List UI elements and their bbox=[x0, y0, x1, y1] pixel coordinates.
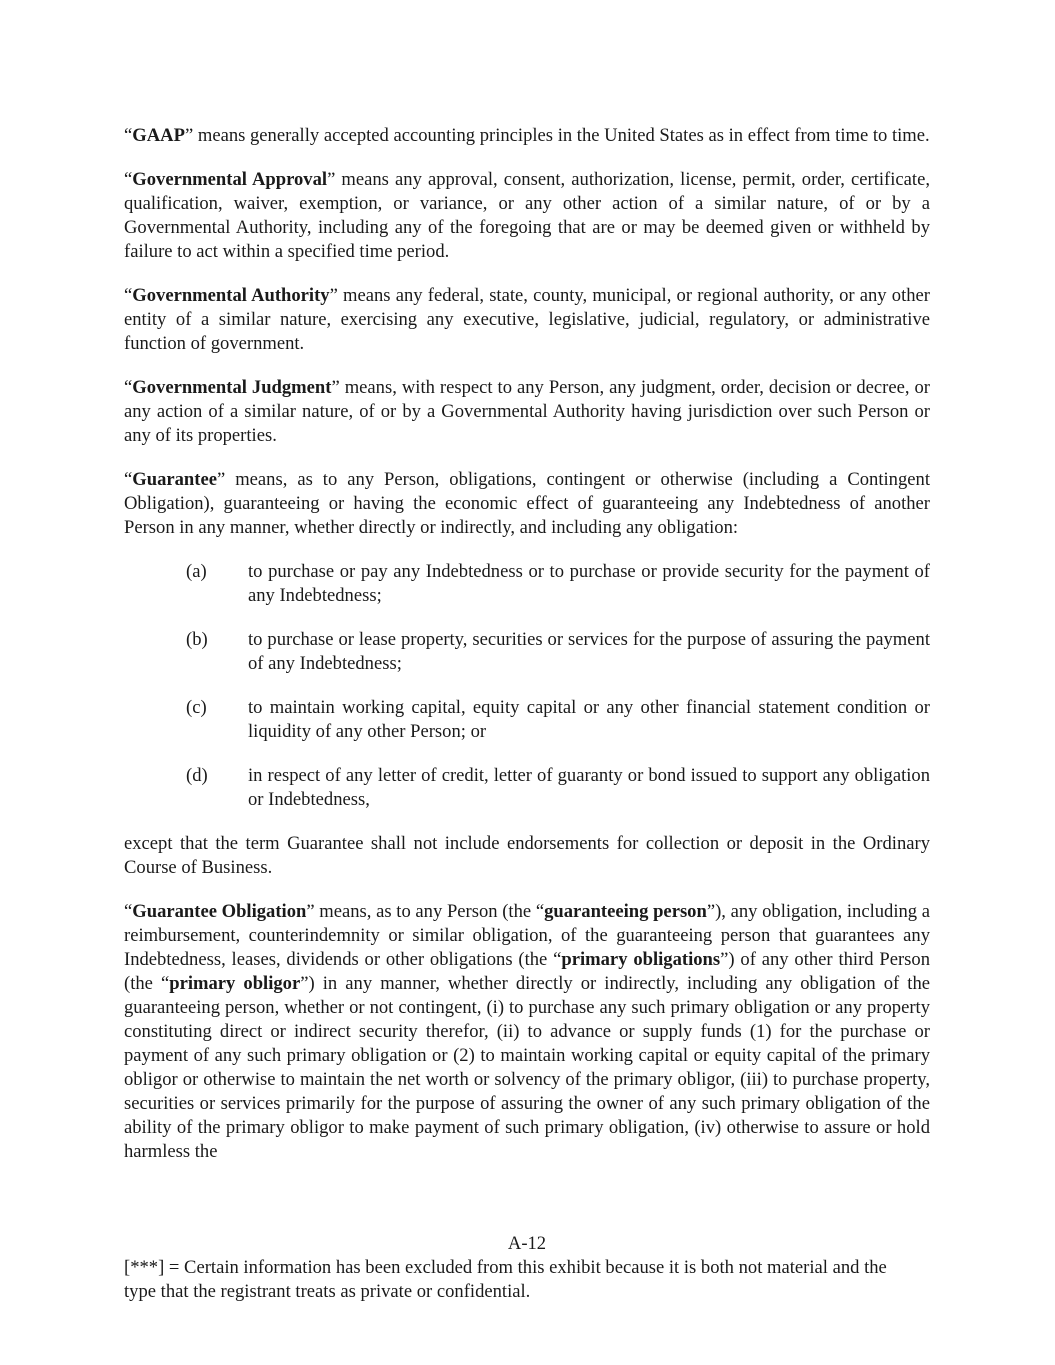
list-item-text: in respect of any letter of credit, letter of guaranty or bond issued to support any obligation or Indebtedness, bbox=[248, 765, 930, 810]
definition-text: means any federal, state, county, municipal, or regional authority, or any other entity of a similar nature, exercising any executive, legislative, judicial, regulatory, or administrative function of government. bbox=[124, 285, 930, 354]
list-item bbox=[124, 560, 930, 608]
defined-term: Guarantee Obligation bbox=[132, 901, 307, 922]
definition-text: ) of any other third Person (the bbox=[124, 949, 931, 994]
definition-text: ), any obligation, including a reimbursement, counterindemnity or similar obligation, of the guaranteeing person that guarantees any Indebtedness, leases, dividends or other obligations (the bbox=[124, 901, 931, 970]
defined-term: primary obligations bbox=[561, 949, 721, 970]
document-page bbox=[124, 124, 930, 1184]
defined-term: Governmental Approval bbox=[132, 169, 328, 190]
defined-term: Guarantee bbox=[132, 469, 217, 490]
list-item-label: (c) bbox=[186, 697, 207, 718]
guarantee-closing: except that the term Guarantee shall not include endorsements for collection or deposit in the Ordinary Course of Business. bbox=[124, 833, 930, 878]
list-item-label: (d) bbox=[186, 765, 208, 786]
defined-term: primary obligor bbox=[169, 973, 301, 994]
list-item bbox=[124, 764, 930, 812]
list-item-text: to maintain working capital, equity capital or any other financial statement condition or liquidity of any other Person; or bbox=[248, 697, 930, 742]
definition-text: means any approval, consent, authorization, license, permit, order, certificate, qualification, waiver, exemption, or variance, or any other action of a similar nature, of or by a Governmental Authority, including any of the foregoing that are or may be deemed given or withheld by failure to act within a specified time period. bbox=[124, 169, 930, 262]
list-item-text: to purchase or pay any Indebtedness or to purchase or provide security for the payment of any Indebtedness; bbox=[248, 561, 930, 606]
defined-term: Governmental Authority bbox=[132, 285, 330, 306]
definition-guarantee-obligation: “Guarantee Obligation” means, as to any Person (the “guaranteeing person”), any obligation, including a reimbursement, counterindemnity or similar obligation, of the guaranteeing person that guarantees any Indebtedness, leases, dividends or other obligations (the “primary obligations”) of any other third Person (the “primary obligor”) in any manner, whether directly or indirectly, including any obligation of the guaranteeing person, whether or not contingent, (i) to purchase any such primary obligation or any property constituting direct or indirect security therefor, (ii) to advance or supply funds (1) for the purchase or payment of any such primary obligation or (2) to maintain working capital or equity capital of the primary obligor or otherwise to maintain the net worth or solvency of the primary obligor, (iii) to purchase property, securities or services primarily for the purpose of assuring the owner of any such primary obligation of the ability of the primary obligor to make payment of such primary obligation, (iv) otherwise to assure or hold harmless the bbox=[124, 901, 931, 1162]
footer-note: [***] = Certain information has been excluded from this exhibit because it is both not material and the type that the registrant treats as private or confidential. bbox=[124, 1257, 887, 1302]
defined-term: guaranteeing person bbox=[544, 901, 707, 922]
list-item-label: (a) bbox=[186, 561, 207, 582]
list-item bbox=[124, 628, 930, 676]
definition-gaap: “GAAP” means generally accepted accounting principles in the United States as in effect from time to time. bbox=[124, 125, 930, 146]
list-item-text: to purchase or lease property, securities or services for the purpose of assuring the payment of any Indebtedness; bbox=[248, 629, 930, 674]
defined-term: GAAP bbox=[132, 125, 185, 146]
list-item bbox=[124, 696, 930, 744]
list-item-label: (b) bbox=[186, 629, 208, 650]
definition-text: means generally accepted accounting principles in the United States as in effect from time to time. bbox=[197, 125, 930, 146]
page-footer bbox=[124, 1232, 930, 1304]
definition-guarantee: “Guarantee” means, as to any Person, obligations, contingent or otherwise (including a Contingent Obligation), guaranteeing or having the economic effect of guaranteeing any Indebtedness of another Person in any manner, whether directly or indirectly, and including any obligation: bbox=[124, 469, 930, 538]
definition-governmental-authority: “Governmental Authority” means any federal, state, county, municipal, or regional authority, or any other entity of a similar nature, exercising any executive, legislative, judicial, regulatory, or administrative function of government. bbox=[124, 285, 930, 354]
definition-text: means, as to any Person, obligations, contingent or otherwise (including a Contingent Obligation), guaranteeing or having the economic effect of guaranteeing any Indebtedness of another Person in any manner, whether directly or indirectly, and including any obligation: bbox=[124, 469, 930, 538]
page-number: A-12 bbox=[507, 1233, 547, 1254]
definition-text: ) in any manner, whether directly or indirectly, including any obligation of the guaranteeing person, whether or not contingent, (i) to purchase any such primary obligation or any property constituting direct or indirect security therefor, (ii) to advance or supply funds (1) for the purchase or payment of any such primary obligation or (2) to maintain working capital or equity capital of the primary obligor or otherwise to maintain the net worth or solvency of the primary obligor, (iii) to purchase property, securities or services primarily for the purpose of assuring the owner of any such primary obligation of the ability of the primary obligor to make payment of such primary obligation, (iv) otherwise to assure or hold harmless the bbox=[124, 973, 931, 1162]
definition-text: means, with respect to any Person, any judgment, order, decision or decree, or any action of a similar nature, of or by a Governmental Authority having jurisdiction over such Person or any of its properties. bbox=[124, 377, 930, 446]
definition-governmental-approval: “Governmental Approval” means any approval, consent, authorization, license, permit, order, certificate, qualification, waiver, exemption, or variance, or any other action of a similar nature, of or by a Governmental Authority, including any of the foregoing that are or may be deemed given or withheld by failure to act within a specified time period. bbox=[124, 169, 930, 262]
definition-governmental-judgment: “Governmental Judgment” means, with respect to any Person, any judgment, order, decision or decree, or any action of a similar nature, of or by a Governmental Authority having jurisdiction over such Person or any of its properties. bbox=[124, 377, 930, 446]
definition-text: means, as to any Person (the bbox=[319, 901, 532, 922]
defined-term: Governmental Judgment bbox=[132, 377, 332, 398]
